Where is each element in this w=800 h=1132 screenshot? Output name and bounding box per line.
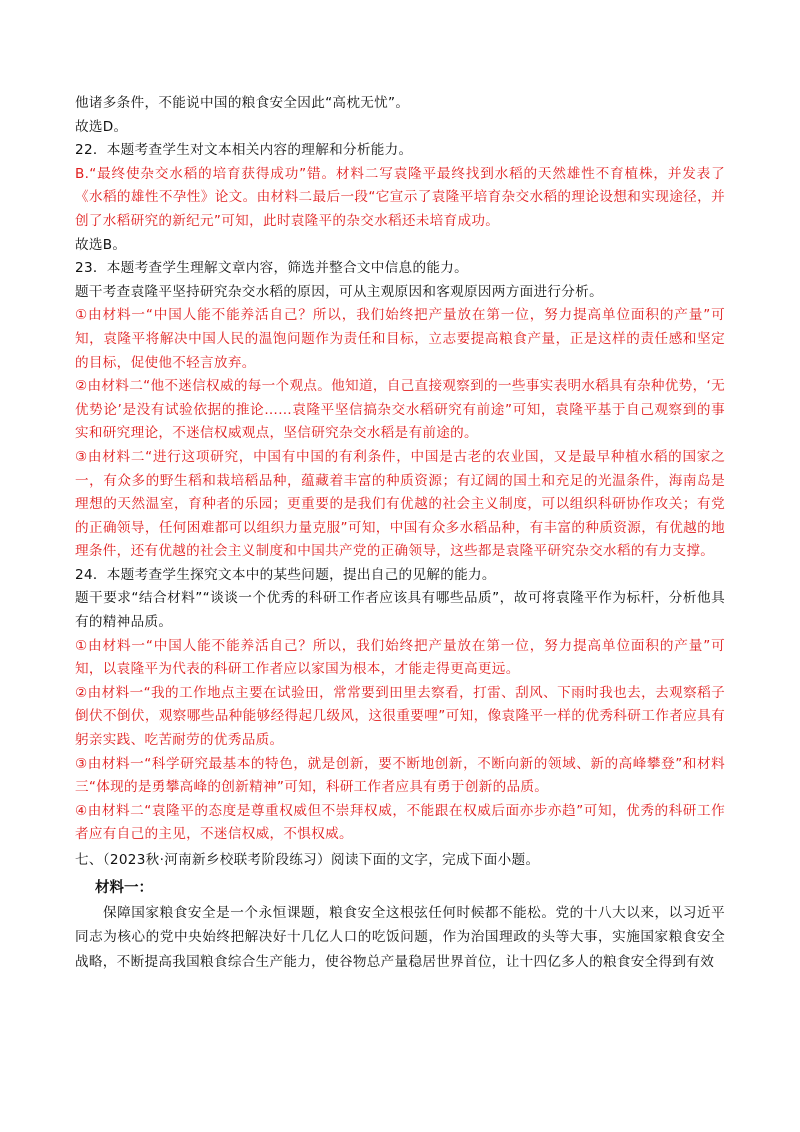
section-source: （2023秋·河南新乡校联考阶段练习） (102, 852, 331, 868)
paragraph: ①由材料一“中国人能不能养活自己？所以，我们始终把产量放在第一位，努力提高单位面积的产量”可知，以袁隆平为代表的科研工作者应以家国为根本，才能走得更高更远。 (75, 637, 725, 678)
section-number: 七、 (75, 852, 103, 868)
paragraph: 23．本题考查学生理解文章内容，筛选并整合文中信息的能力。 (75, 260, 469, 277)
paragraph: ④由材料二“袁隆平的态度是尊重权威但不崇拜权威，不能跟在权威后面亦步亦趋”可知，优秀的科研工作者应有自己的主见，不迷信权威，不惧权威。 (75, 802, 725, 843)
section-heading (75, 849, 725, 873)
paragraph: 题干要求“结合材料”“谈谈一个优秀的科研工作者应该具有哪些品质”，故可将袁隆平作为标杆，分析他具有的精神品质。 (75, 590, 725, 631)
paragraph: B.“最终使杂交水稻的培育获得成功”错。材料二写袁隆平最终找到水稻的天然雄性不育植株，并发表了《水稻的雄性不孕性》论文。由材料二最后一段“它宣示了袁隆平培育杂交水稻的理论设想和实现途径，并创了水稻研究的新纪元”可知，此时袁隆平的杂交水稻还未培育成功。 (75, 165, 725, 229)
paragraph: 故选D。 (75, 118, 128, 135)
material-title: 材料一： (95, 878, 153, 896)
paragraph: ①由材料一“中国人能不能养活自己？所以，我们始终把产量放在第一位，努力提高单位面积的产量”可知，袁隆平将解决中国人民的温饱问题作为责任和目标，立志要提高粮食产量，正是这样的责任感和坚定的目标，促使他不轻言放弃。 (75, 307, 725, 371)
paragraph: ②由材料一“我的工作地点主要在试验田，常常要到田里去察看，打雷、刮风、下雨时我也去，去观察稻子倒伏不倒伏，观察哪些品种能够经得起几级风，这很重要哩”可知，像袁隆平一样的优秀科研工作者应具有躬亲实践、吃苦耐劳的优秀品质。 (75, 684, 725, 749)
paragraph: ③由材料一“科学研究最基本的特色，就是创新，要不断地创新，不断向新的领域、新的高峰攀登”和材料三“体现的是勇攀高峰的创新精神”可知，科研工作者应具有勇于创新的品质。 (75, 755, 725, 796)
answer-content (75, 92, 725, 974)
paragraph: 他诸多条件，不能说中国的粮食安全因此“高枕无忧”。 (75, 95, 410, 111)
paragraph: 24．本题考查学生探究文本中的某些问题，提出自己的见解的能力。 (75, 566, 496, 583)
paragraph: ②由材料二“他不迷信权威的每一个观点。他知道，自己直接观察到的一些事实表明水稻具有杂种优势，‘无优势论’是没有试验依据的推论……袁隆平坚信搞杂交水稻研究有前途”可知，袁隆平基于自己观察到的事实和研究理论，不迷信权威观点，坚信研究杂交水稻是有前途的。 (75, 378, 725, 442)
material-text: 保障国家粮食安全是一个永恒课题，粮食安全这根弦任何时候都不能松。党的十八大以来，以习近平同志为核心的党中央始终把解决好十几亿人口的吃饭问题，作为治国理政的头等大事，实施国家粮食安全战略，不断提高我国粮食综合生产能力，使谷物总产量稳居世界首位，让十四亿多人的粮食安全得到有效 (75, 904, 725, 970)
paragraph-list (75, 92, 725, 847)
paragraph: 故选B。 (75, 236, 127, 253)
paragraph: ③由材料二“进行这项研究，中国有中国的有利条件，中国是古老的农业国，又是最早种植水稻的国家之一，有众多的野生稻和栽培稻品种，蕴藏着丰富的种质资源；有辽阔的国土和充足的光温条件，海南岛是理想的天然温室，育种者的乐园；更重要的是我们有优越的社会主义制度，可以组织科研协作攻关；有党的正确领导，任何困难都可以组织力量克服”可知，中国有众多水稻品种，有丰富的种质资源，有优越的地理条件，还有优越的社会主义制度和中国共产党的正确领导，这些都是袁隆平研究杂交水稻的有力支撑。 (75, 448, 725, 560)
section-instruction: 阅读下面的文字，完成下面小题。 (330, 852, 540, 868)
paragraph: 22．本题考查学生对文本相关内容的理解和分析能力。 (75, 142, 413, 159)
paragraph: 题干考查袁隆平坚持研究杂交水稻的原因，可从主观原因和客观原因两方面进行分析。 (75, 283, 603, 300)
